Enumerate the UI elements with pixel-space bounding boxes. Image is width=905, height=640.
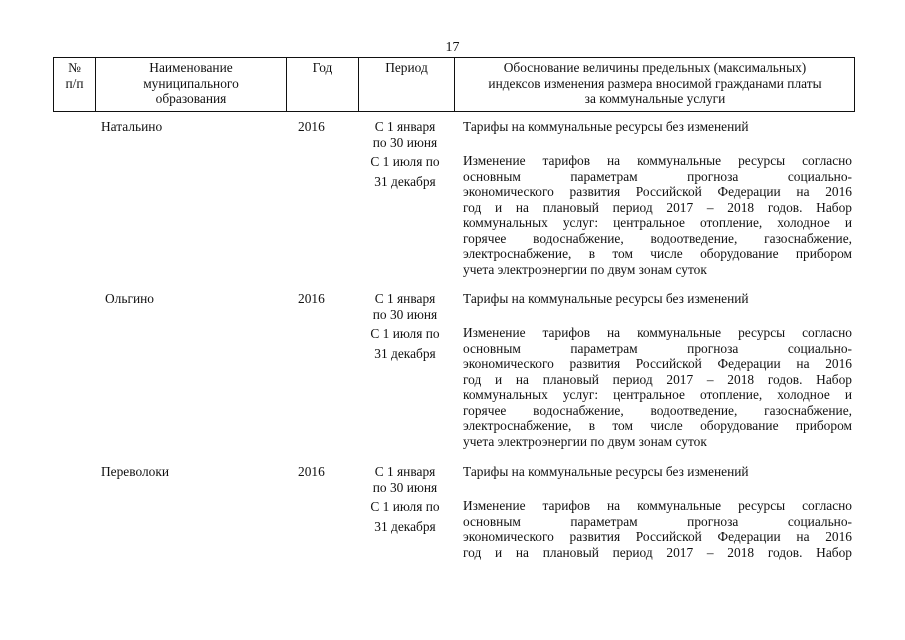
basis-first-half: Тарифы на коммунальные ресурсы без изменений bbox=[463, 464, 749, 479]
period-first-half bbox=[357, 119, 453, 150]
municipality-name: Натальино bbox=[101, 119, 163, 134]
header-name bbox=[96, 60, 286, 107]
basis-line: электроснабжение, в том числе оборудование прибором bbox=[463, 246, 852, 261]
period-line: С 1 июля по bbox=[370, 326, 440, 341]
basis-line: основным параметрам прогноза социально- bbox=[463, 513, 852, 529]
basis-line: электроснабжение, в том числе оборудование прибором bbox=[463, 418, 852, 433]
basis-line: год и на плановый период 2017 – 2018 годов. Набор bbox=[463, 199, 852, 215]
header-period bbox=[359, 60, 454, 76]
header-basis bbox=[455, 60, 855, 107]
basis-second-half bbox=[463, 325, 852, 449]
basis-line: Изменение тарифов на коммунальные ресурсы согласно bbox=[463, 325, 852, 340]
period-line: по 30 июня bbox=[372, 479, 438, 495]
header-year bbox=[287, 60, 358, 76]
basis-line: учета электроэнергии по двум зонам суток bbox=[463, 433, 707, 449]
header-basis-line: за коммунальные услуги bbox=[584, 91, 726, 106]
header-name-line: Наименование bbox=[149, 60, 233, 75]
basis-second-half bbox=[463, 153, 852, 277]
period-line: 31 декабря bbox=[374, 346, 436, 361]
period-line: по 30 июня bbox=[372, 134, 438, 150]
basis-first-half: Тарифы на коммунальные ресурсы без изменений bbox=[463, 291, 749, 306]
basis-line: Изменение тарифов на коммунальные ресурсы согласно bbox=[463, 153, 852, 168]
header-num-line: п/п bbox=[65, 75, 84, 91]
period-second-half bbox=[357, 497, 453, 537]
period-line: С 1 июля по bbox=[370, 154, 440, 169]
period-first-half bbox=[357, 291, 453, 322]
basis-line: Изменение тарифов на коммунальные ресурсы согласно bbox=[463, 498, 852, 513]
basis-first-half: Тарифы на коммунальные ресурсы без изменений bbox=[463, 119, 749, 134]
period-first-half bbox=[357, 464, 453, 495]
basis-line: год и на плановый период 2017 – 2018 годов. Набор bbox=[463, 544, 852, 560]
period-line: С 1 января bbox=[374, 291, 436, 306]
basis-line: коммунальных услуг: центральное отопление, холодное и bbox=[463, 215, 852, 230]
basis-line: экономического развития Российской Федерации на 2016 bbox=[463, 184, 852, 199]
basis-line: год и на плановый период 2017 – 2018 годов. Набор bbox=[463, 371, 852, 387]
basis-line: экономического развития Российской Федерации на 2016 bbox=[463, 356, 852, 371]
table-header bbox=[53, 57, 855, 112]
period-line: по 30 июня bbox=[372, 306, 438, 322]
row-year: 2016 bbox=[298, 291, 325, 306]
basis-line: горячее водоснабжение, водоотведение, газоснабжение, bbox=[463, 230, 852, 246]
basis-line: горячее водоснабжение, водоотведение, газоснабжение, bbox=[463, 402, 852, 418]
header-basis-line: Обоснование величины предельных (максимальных) bbox=[503, 60, 807, 75]
basis-line: коммунальных услуг: центральное отопление, холодное и bbox=[463, 387, 852, 402]
basis-second-half bbox=[463, 498, 852, 560]
page-number: 17 bbox=[445, 40, 460, 55]
header-name-line: образования bbox=[155, 91, 227, 106]
period-line: 31 декабря bbox=[374, 519, 436, 534]
row-year: 2016 bbox=[298, 464, 325, 479]
municipality-name: Переволоки bbox=[101, 464, 170, 479]
header-year-text: Год bbox=[312, 60, 333, 75]
header-num bbox=[54, 60, 95, 91]
basis-line: основным параметрам прогноза социально- bbox=[463, 340, 852, 356]
period-line: С 1 января bbox=[374, 464, 436, 479]
municipality-name: Ольгино bbox=[105, 291, 154, 306]
basis-line: основным параметрам прогноза социально- bbox=[463, 168, 852, 184]
period-line: С 1 июля по bbox=[370, 499, 440, 514]
header-num-line: № bbox=[68, 60, 81, 75]
period-second-half bbox=[357, 152, 453, 192]
period-second-half bbox=[357, 324, 453, 364]
period-line: 31 декабря bbox=[374, 174, 436, 189]
basis-line: экономического развития Российской Федерации на 2016 bbox=[463, 529, 852, 544]
basis-line: учета электроэнергии по двум зонам суток bbox=[463, 261, 707, 277]
row-year: 2016 bbox=[298, 119, 325, 134]
header-basis-line: индексов изменения размера вносимой гражданами платы bbox=[488, 75, 822, 91]
period-line: С 1 января bbox=[374, 119, 436, 134]
header-name-line: муниципального bbox=[143, 75, 239, 91]
header-period-text: Период bbox=[385, 60, 428, 75]
